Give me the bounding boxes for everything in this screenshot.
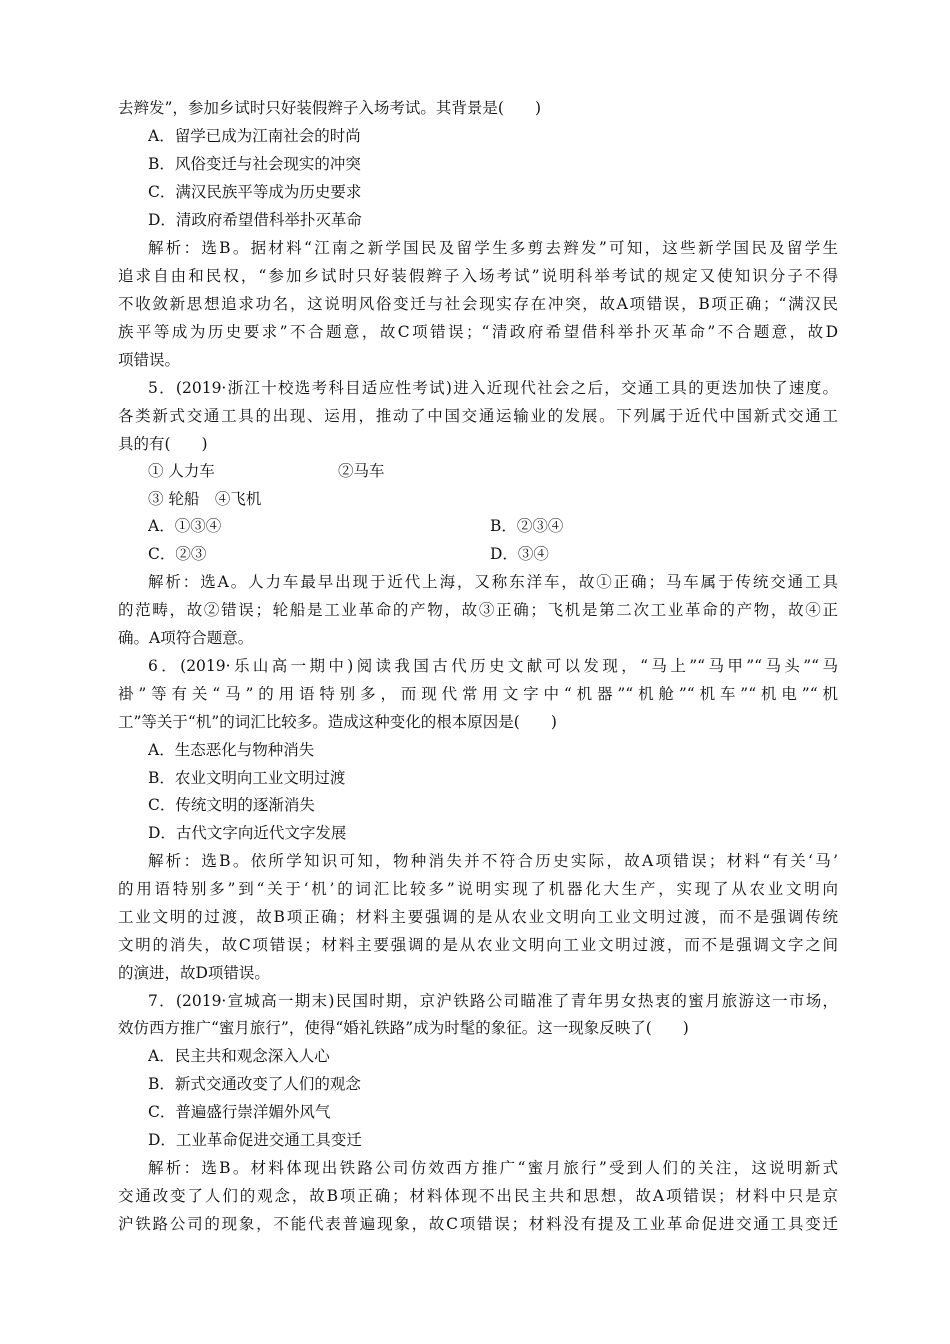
q5-items-row: ③ 轮船 ④飞机 [148,490,262,508]
q5-items-row [148,461,838,481]
q6-analysis-line: 解析：选B。依所学知识可知，物种消失并不符合历史实际，故A项错误；材料“有关‘马’ [148,852,838,870]
q7-option-b: B．新式交通改变了人们的观念 [148,1075,361,1093]
q6-stem-line: 6．(2019·乐山高一期中)阅读我国古代历史文献可以发现，“马上”“马甲”“马头”“马 [148,657,838,675]
q5-options-row [148,516,838,536]
q5-option-b: B．②③④ [490,517,564,535]
q6-analysis-line: 文明的消失，故C项错误；材料主要强调的是从农业文明向工业文明过渡，而不是强调文字之间 [118,936,838,954]
q6-option-b: B．农业文明向工业文明过渡 [148,769,346,787]
q4-analysis-line: 追求自由和民权，“参加乡试时只好装假辫子入场考试”说明科举考试的规定又使知识分子不得 [118,267,838,285]
q4-analysis-line: 不收敛新思想追求功名，这说明风俗变迁与社会现实存在冲突，故A项错误，B项正确；“满汉民 [118,295,838,313]
q4-stem-end: 去辫发”，参加乡试时只好装假辫子入场考试。其背景是( ) [118,99,542,117]
q6-stem-line: 工”等关于“机”的词汇比较多。造成这种变化的根本原因是( ) [118,713,557,731]
q7-stem-line: 7．(2019·宣城高一期末)民国时期，京沪铁路公司瞄准了青年男女热衷的蜜月旅游这一市场， [148,992,838,1010]
q5-stem-line: 5．(2019·浙江十校选考科目适应性考试)进入近现代社会之后，交通工具的更迭加快了速度。 [148,379,838,397]
q5-analysis-line: 解析：选A。人力车最早出现于近代上海，又称东洋车，故①正确；马车属于传统交通工具 [148,573,838,591]
q4-option-d: D．清政府希望借科举扑灭革命 [148,211,362,229]
q5-stem-line: 具的有( ) [118,435,208,453]
q5-option-c: C．②③ [148,545,207,563]
q4-analysis-line: 解析：选B。据材料“江南之新学国民及留学生多剪去辫发”可知，这些新学国民及留学生 [148,239,838,257]
q5-analysis-line: 的范畴，故②错误；轮船是工业革命的产物，故③正确；飞机是第二次工业革命的产物，故④正 [118,601,838,619]
q7-option-c: C．普遍盛行崇洋媚外风气 [148,1103,331,1121]
q7-option-d: D．工业革命促进交通工具变迁 [148,1131,362,1149]
q5-option-a: A．①③④ [148,517,222,535]
q7-stem-line: 效仿西方推广“蜜月旅行”，使得“婚礼铁路”成为时髦的象征。这一现象反映了( ) [118,1019,689,1037]
q6-option-d: D．古代文字向近代文字发展 [148,824,347,842]
q7-analysis-line: 交通改变了人们的观念，故B项正确；材料体现不出民主共和思想，故A项错误；材料中只是京 [118,1187,838,1205]
q5-item-rickshaw: ① 人力车 [148,462,215,480]
q5-item-carriage: ②马车 [338,462,385,480]
q6-analysis-line: 工业文明的过渡，故B项正确；材料主要强调的是从农业文明向工业文明过渡，而不是强调传统 [118,908,838,926]
q7-option-a: A．民主共和观念深入人心 [148,1047,330,1065]
q5-options-row [148,544,838,564]
q6-analysis-line: 的演进，故D项错误。 [118,964,270,982]
q4-option-c: C．满汉民族平等成为历史要求 [148,183,362,201]
q4-option-a: A．留学已成为江南社会的时尚 [148,127,361,145]
q5-analysis-line: 确。A项符合题意。 [118,629,254,647]
q7-analysis-line: 沪铁路公司的现象，不能代表普遍现象，故C项错误；材料没有提及工业革命促进交通工具变迁 [118,1215,838,1233]
q4-analysis-line: 项错误。 [118,351,181,369]
q6-analysis-line: 的用语特别多”到“关于‘机’的词汇比较多”说明实现了机器化大生产，实现了从农业文明向 [118,880,838,898]
q6-stem-line: 褂”等有关“马”的用语特别多，而现代常用文字中“机器”“机舱”“机车”“机电”“机 [118,685,838,703]
q5-option-d: D．③④ [490,545,549,563]
q7-analysis-line: 解析：选B。材料体现出铁路公司仿效西方推广“蜜月旅行”受到人们的关注，这说明新式 [148,1159,838,1177]
q4-analysis-line: 族平等成为历史要求”不合题意，故C项错误；“清政府希望借科举扑灭革命”不合题意，故D [118,323,838,341]
q6-option-c: C．传统文明的逐渐消失 [148,796,315,814]
q5-stem-line: 各类新式交通工具的出现、运用，推动了中国交通运输业的发展。下列属于近代中国新式交通工 [118,407,838,425]
q4-option-b: B．风俗变迁与社会现实的冲突 [148,155,361,173]
q6-option-a: A．生态恶化与物种消失 [148,741,315,759]
